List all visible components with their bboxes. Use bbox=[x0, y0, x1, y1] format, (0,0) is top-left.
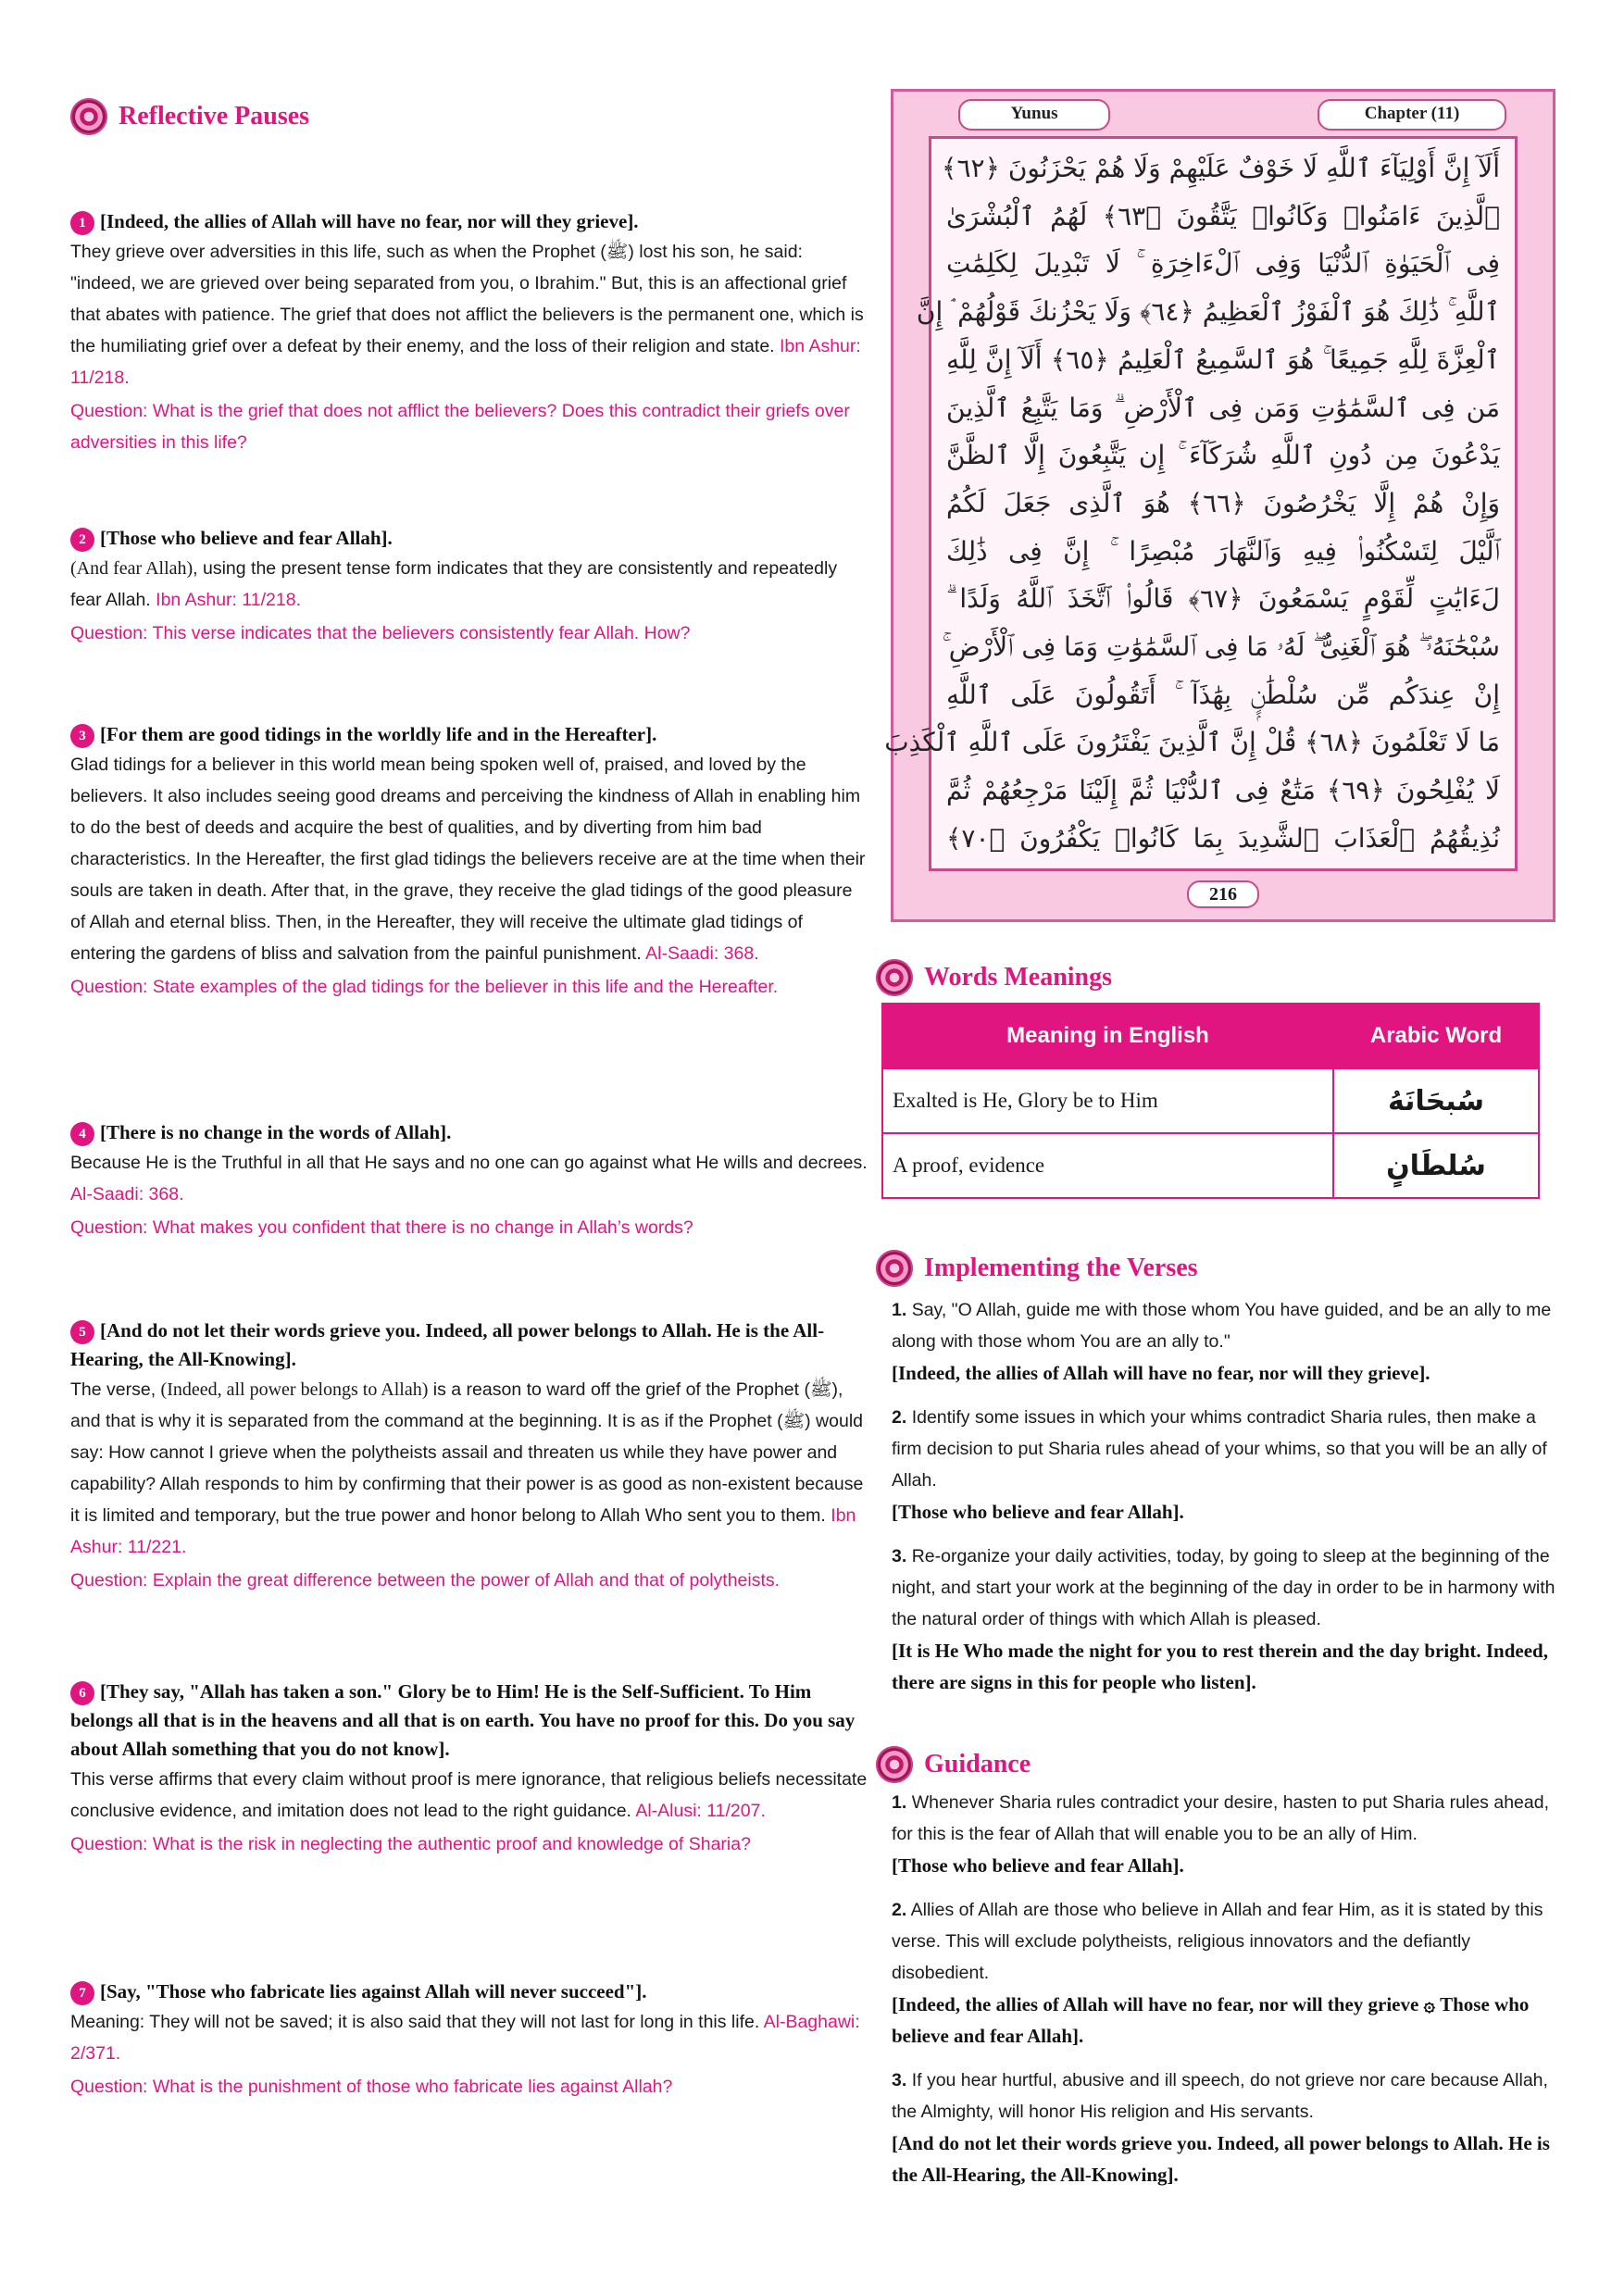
implementing-item-1 bbox=[892, 1294, 1570, 1389]
quran-line: لَا يُفْلِحُونَ ﴿٦٩﴾ مَتَٰعٌ فِى ٱلدُّنْيَا ثُمَّ إِلَيْنَا مَرْجِعُهُمْ ثُمَّ bbox=[946, 775, 1500, 806]
quran-line: مَن فِى ٱلسَّمَٰوَٰتِ وَمَن فِى ٱلْأَرْضِ ۗ وَمَا يَتَّبِعُ ٱلَّذِينَ bbox=[946, 392, 1500, 423]
verse-text: [Indeed, the allies of Allah will have no fear, nor will they grieve ۞ Those who believe and fear Allah]. bbox=[892, 1993, 1530, 2047]
reference: Al-Alusi: 11/207. bbox=[635, 1801, 766, 1821]
question-text: Question: What makes you confident that there is no change in Allah’s words? bbox=[70, 1217, 693, 1238]
question-text: Question: What is the grief that does not afflict the believers? Does this contradict their griefs over adversities in this life? bbox=[70, 401, 850, 453]
item-number: 2. bbox=[892, 1407, 907, 1428]
quran-line: ٱلَّذِينَ ءَامَنُوا۟ وَكَانُوا۟ يَتَّقُونَ ﴿٦٣﴾ لَهُمُ ٱلْبُشْرَىٰ bbox=[946, 200, 1501, 231]
item-number: 3. bbox=[892, 2070, 907, 2090]
reflective-item-7 bbox=[70, 1978, 872, 2103]
explanation-text: is a reason to ward off the grief of the Prophet (ﷺ), and that is why it is separated from the command at the beginning. It is as if the Prophet (ﷺ) would say: How cannot I grieve when the polytheists assail and threaten us while they have power and capability? Allah responds to him by confirming that their power is as good as non-existent because it is limited and temporary, but the true power and honor belong to Allah Who sent you to them. bbox=[70, 1379, 864, 1526]
reflective-pauses-heading bbox=[70, 98, 309, 135]
surah-name-label: Yunus bbox=[958, 99, 1110, 131]
verse-text: [They say, "Allah has taken a son." Glory be to Him! He is the Self-Sufficient. To Him belongs all that is in the heavens and all that is on earth. You have no proof for this. Do you say about Allah something that you do not know]. bbox=[70, 1680, 856, 1760]
meaning-cell: A proof, evidence bbox=[882, 1133, 1333, 1198]
implementing-heading bbox=[876, 1250, 1198, 1287]
item-number-badge: 2 bbox=[70, 528, 94, 552]
reference: Ibn Ashur: 11/218. bbox=[156, 590, 301, 610]
guidance-item-1 bbox=[892, 1787, 1570, 1881]
page-number: 216 bbox=[1187, 880, 1259, 908]
item-text: If you hear hurtful, abusive and ill speech, do not grieve nor care because Allah, the Almighty, will honor His religion and His servants. bbox=[892, 2070, 1548, 2122]
section-title: Implementing the Verses bbox=[924, 1254, 1198, 1282]
table-row bbox=[882, 1068, 1539, 1133]
question-text: Question: This verse indicates that the believers consistently fear Allah. How? bbox=[70, 623, 691, 643]
item-number: 2. bbox=[892, 1900, 907, 1920]
item-number-badge: 3 bbox=[70, 724, 94, 748]
item-text: Identify some issues in which your whims contradict Sharia rules, then make a firm decision to put Sharia rules ahead of your whims, so that you will be an ally of Allah. bbox=[892, 1407, 1547, 1491]
item-text: Allies of Allah are those who believe in Allah and fear Him, as it is stated by this verse. This will exclude polytheists, religious innovators and the defiantly disobedient. bbox=[892, 1900, 1543, 1983]
reflective-item-2 bbox=[70, 524, 872, 649]
reference: Ibn Ashur: 11/218. bbox=[70, 336, 861, 388]
quran-text-panel bbox=[884, 136, 1518, 871]
explanation-text: Because He is the Truthful in all that He says and no one can go against what He wills and decrees. bbox=[70, 1153, 868, 1173]
quran-line: فِى ٱلْحَيَوٰةِ ٱلدُّنْيَا وَفِى ٱلْءَاخِرَةِ ۚ لَا تَبْدِيلَ لِكَلِمَٰتِ bbox=[946, 248, 1500, 280]
verse-text: [It is He Who made the night for you to rest therein and the day bright. Indeed, there are signs in this for people who listen]. bbox=[892, 1640, 1548, 1693]
verse-text: [There is no change in the words of Allah]. bbox=[100, 1121, 452, 1143]
reflective-item-3 bbox=[70, 720, 872, 1003]
explanation-prefix: The verse, bbox=[70, 1379, 161, 1400]
quran-line: أَلَآ إِنَّ أَوْلِيَآءَ ٱللَّهِ لَا خَوْفٌ عَلَيْهِمْ وَلَا هُمْ يَحْزَنُونَ ﴿٦٢﴾ bbox=[942, 153, 1500, 183]
item-text: Say, "O Allah, guide me with those whom You have guided, and be an ally to me along with those whom You are an ally to." bbox=[892, 1300, 1552, 1352]
rosette-icon bbox=[876, 1746, 913, 1783]
implementing-item-2 bbox=[892, 1402, 1570, 1528]
quoted-phrase: (And fear Allah) bbox=[70, 558, 194, 579]
table-header-row bbox=[882, 1004, 1539, 1068]
meaning-cell: Exalted is He, Glory be to Him bbox=[882, 1068, 1333, 1133]
quran-line: ٱلْعِزَّةَ لِلَّهِ جَمِيعًا ۚ هُوَ ٱلسَّمِيعُ ٱلْعَلِيمُ ﴿٦٥﴾ أَلَآ إِنَّ لِلَّهِ bbox=[946, 343, 1501, 375]
implementing-item-3 bbox=[892, 1541, 1570, 1698]
quran-line: سُبْحَٰنَهُۥ ۖ هُوَ ٱلْغَنِىُّ ۖ لَهُۥ مَا فِى ٱلسَّمَٰوَٰتِ وَمَا فِى ٱلْأَرْضِ ۚ bbox=[942, 631, 1500, 663]
guidance-list bbox=[892, 1787, 1570, 2190]
words-meanings-heading bbox=[876, 959, 1112, 996]
item-number-badge: 7 bbox=[70, 1981, 94, 2005]
guidance-item-2 bbox=[892, 1894, 1570, 2052]
reflective-item-5 bbox=[70, 1316, 872, 1596]
verse-text: [Indeed, the allies of Allah will have no fear, nor will they grieve]. bbox=[892, 1362, 1430, 1384]
verse-text: [For them are good tidings in the worldly life and in the Hereafter]. bbox=[100, 723, 657, 745]
item-text: Re-organize your daily activities, today, by going to sleep at the beginning of the night, and start your work at the beginning of the day in order to be in harmony with the natural order of things with which Allah is pleased. bbox=[892, 1546, 1555, 1629]
reference: Al-Saadi: 368. bbox=[70, 1184, 184, 1204]
section-title: Reflective Pauses bbox=[119, 102, 310, 131]
item-number: 3. bbox=[892, 1546, 907, 1566]
quran-line: لَءَايَٰتٍ لِّقَوْمٍ يَسْمَعُونَ ﴿٦٧﴾ قَالُوا۟ ٱتَّخَذَ ٱللَّهُ وَلَدًا ۗ bbox=[946, 583, 1500, 615]
item-number-badge: 1 bbox=[70, 211, 94, 235]
header-meaning: Meaning in English bbox=[882, 1004, 1333, 1068]
explanation-text: This verse affirms that every claim without proof is mere ignorance, that religious beliefs necessitate conclusive evidence, and imitation does not lead to the right guidance. bbox=[70, 1769, 868, 1821]
reflective-item-6 bbox=[70, 1678, 872, 1860]
arabic-word-cell: سُلطَانٍ bbox=[1333, 1133, 1539, 1198]
explanation-text: Meaning: They will not be saved; it is also said that they will not last for long in this life. bbox=[70, 2012, 760, 2032]
reflective-item-4 bbox=[70, 1118, 872, 1243]
section-title: Guidance bbox=[924, 1750, 1031, 1778]
verse-text: [Indeed, the allies of Allah will have no fear, nor will they grieve]. bbox=[100, 210, 639, 232]
verse-text: [Those who believe and fear Allah]. bbox=[892, 1854, 1184, 1877]
verse-text: [Those who believe and fear Allah]. bbox=[100, 527, 393, 549]
question-text: Question: Explain the great difference between the power of Allah and that of polytheists. bbox=[70, 1570, 781, 1591]
header-arabic-word: Arabic Word bbox=[1333, 1004, 1539, 1068]
item-number-badge: 6 bbox=[70, 1681, 94, 1705]
verse-text: [Those who believe and fear Allah]. bbox=[892, 1501, 1184, 1523]
verse-text: [Say, "Those who fabricate lies against Allah will never succeed"]. bbox=[100, 1980, 647, 2003]
verse-text: [And do not let their words grieve you. Indeed, all power belongs to Allah. He is the All-Hearing, the All-Knowing]. bbox=[892, 2132, 1550, 2186]
quoted-phrase: (Indeed, all power belongs to Allah) bbox=[160, 1379, 429, 1400]
quran-line: مَا لَا تَعْلَمُونَ ﴿٦٨﴾ قُلْ إِنَّ ٱلَّذِينَ يَفْتَرُونَ عَلَى ٱللَّهِ ٱلْكَذِبَ bbox=[884, 727, 1500, 758]
reference: Al-Saadi: 368. bbox=[645, 943, 759, 964]
chapter-label: Chapter (11) bbox=[1318, 99, 1506, 131]
quran-line: نُذِيقُهُمُ ٱلْعَذَابَ ٱلشَّدِيدَ بِمَا كَانُوا۟ يَكْفُرُونَ ﴿٧٠﴾ bbox=[946, 822, 1500, 854]
question-text: Question: What is the punishment of those who fabricate lies against Allah? bbox=[70, 2077, 673, 2097]
words-meanings-table bbox=[881, 1003, 1540, 1199]
table-row bbox=[882, 1133, 1539, 1198]
rosette-icon bbox=[876, 1250, 913, 1287]
question-text: Question: State examples of the glad tidings for the believer in this life and the Hereafter. bbox=[70, 977, 779, 997]
explanation-text: Glad tidings for a believer in this world mean being spoken well of, praised, and loved by the believers. It also includes seeing good dreams and perceiving the kindness of Allah in enabling him to do the best of deeds and acquire the best of qualities, and by diverting from him bad characteristics. In the Hereafter, the first glad tidings the believers receive are at the time when their souls are taken in death. After that, in the grave, they receive the glad tidings of the good pleasure of Allah and eternal bliss. Then, in the Hereafter, they will receive the ultimate glad tidings of entering the gardens of bliss and salvation from the painful punishment. bbox=[70, 755, 866, 964]
implementing-list bbox=[892, 1294, 1570, 1698]
guidance-heading bbox=[876, 1746, 1031, 1783]
item-number-badge: 4 bbox=[70, 1122, 94, 1146]
item-number-badge: 5 bbox=[70, 1320, 94, 1344]
reflective-item-1 bbox=[70, 207, 872, 458]
item-text: Whenever Sharia rules contradict your desire, hasten to put Sharia rules ahead, for this is the fear of Allah that will enable you to be an ally of Him. bbox=[892, 1792, 1549, 1844]
reference: Ibn Ashur: 11/221. bbox=[70, 1505, 856, 1557]
quran-line: ٱلَّيْلَ لِتَسْكُنُوا۟ فِيهِ وَٱلنَّهَارَ مُبْصِرًا ۚ إِنَّ فِى ذَٰلِكَ bbox=[946, 535, 1500, 567]
quran-line: ٱللَّهِ ۚ ذَٰلِكَ هُوَ ٱلْفَوْزُ ٱلْعَظِيمُ ﴿٦٤﴾ وَلَا يَحْزُنكَ قَوْلُهُمْ ۘ إِنَّ bbox=[916, 296, 1500, 328]
quran-line: وَإِنْ هُمْ إِلَّا يَخْرُصُونَ ﴿٦٦﴾ هُوَ ٱلَّذِى جَعَلَ لَكُمُ bbox=[946, 487, 1500, 518]
quran-lines bbox=[884, 146, 1501, 861]
quran-page-frame bbox=[884, 89, 1555, 922]
rosette-icon bbox=[70, 98, 107, 135]
explanation-text: , using the present tense form indicates that they are consistently and repeatedly fear Allah. bbox=[70, 558, 838, 610]
section-title: Words Meanings bbox=[924, 963, 1113, 992]
question-text: Question: What is the risk in neglecting the authentic proof and knowledge of Sharia? bbox=[70, 1834, 751, 1854]
arabic-word-cell: سُبحَانَهُ bbox=[1333, 1068, 1539, 1133]
rosette-icon bbox=[876, 959, 913, 996]
quran-line: يَدْعُونَ مِن دُونِ ٱللَّهِ شُرَكَآءَ ۚ إِن يَتَّبِعُونَ إِلَّا ٱلظَّنَّ bbox=[946, 440, 1500, 471]
guidance-item-3 bbox=[892, 2065, 1570, 2190]
quran-line: إِنْ عِندَكُم مِّن سُلْطَٰنٍۭ بِهَٰذَآ ۚ أَتَقُولُونَ عَلَى ٱللَّهِ bbox=[946, 679, 1500, 710]
item-number: 1. bbox=[892, 1300, 907, 1320]
reference: Al-Baghawi: 2/371. bbox=[70, 2012, 860, 2064]
item-number: 1. bbox=[892, 1792, 907, 1813]
explanation-text: They grieve over adversities in this life, such as when the Prophet (ﷺ) lost his son, he said: "indeed, we are grieved over being separated from you, o Ibrahim." But, this is an affectional grief that abates with patience. The grief that does not afflict the believers is the permanent one, which is the humiliating grief over a defeat by their enemy, and the loss of their religion and state. bbox=[70, 242, 864, 356]
verse-text: [And do not let their words grieve you. Indeed, all power belongs to Allah. He is the All-Hearing, the All-Knowing]. bbox=[70, 1319, 825, 1370]
